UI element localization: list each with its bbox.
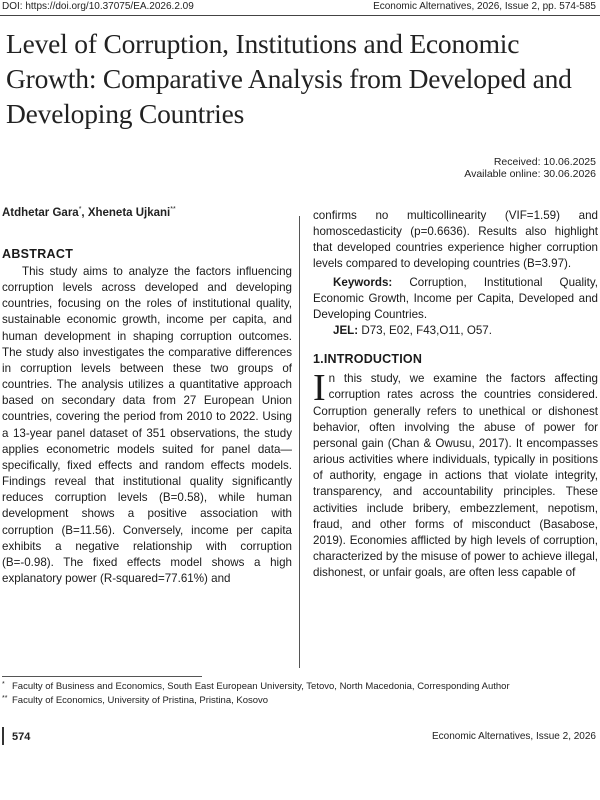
jel-codes <box>313 323 598 339</box>
doi-link[interactable]: DOI: https://doi.org/10.37075/EA.2026.2.09 <box>2 1 194 12</box>
received-date: Received: 10.06.2025 <box>493 156 596 168</box>
jel-text: D73, E02, F43,O11, O57. <box>358 324 492 338</box>
footer-journal: Economic Alternatives, Issue 2, 2026 <box>432 731 596 742</box>
section-heading-introduction: 1.INTRODUCTION <box>313 352 423 367</box>
introduction-text: n this study, we examine the factors affecting corruption rates across the countries considered. Corruption generally refers to unethical or dishonest behavior, often involving the abuse of power for personal gain (Chan & Owusu, 2017). It encompasses arious activities where individuals, typically in positions of authority, engage in actions that violate integrity, transparency, and accountability principles. These activities include bribery, embezzlement, nepotism, fraud, and other forms of misconduct (Basabose, 2019). Economies afflicted by high levels of corruption, characterized by the misuse of power to achieve illegal, dishonest, or unfair goals, are often less capable of <box>313 372 598 580</box>
footnote-text: Faculty of Economics, University of Pristina, Pristina, Kosovo <box>12 695 269 706</box>
footnote <box>2 681 596 693</box>
author-name: Xheneta Ujkani <box>87 206 171 219</box>
abstract-continuation: confirms no multicollinearity (VIF=1.59) and homoscedasticity (p=0.6636). Results also highlight that developed countries experience higher corruption levels compared to developing countries (B=3.97). <box>313 209 598 271</box>
footnote-mark: ** <box>2 695 8 702</box>
column-divider <box>299 216 300 668</box>
publication-dates <box>464 156 596 180</box>
introduction-body <box>313 367 598 581</box>
left-column <box>2 246 292 587</box>
abstract-heading: ABSTRACT <box>2 247 74 261</box>
journal-citation: Economic Alternatives, 2026, Issue 2, pp. 574-585 <box>373 1 596 12</box>
author-name: Atdhetar Gara <box>2 206 79 219</box>
footer-rule <box>2 727 4 745</box>
page-number: 574 <box>12 731 31 743</box>
right-column <box>313 208 598 581</box>
footnote-rule <box>2 676 202 677</box>
footnotes <box>2 681 596 709</box>
drop-cap: I <box>313 367 326 410</box>
keywords-text: Corruption, Institutional Quality, Economic Growth, Income per Capita, Developed and Developing Countries. <box>313 275 598 321</box>
footnote-text: Faculty of Business and Economics, South East European University, Tetovo, North Macedonia, Corresponding Author <box>12 681 510 692</box>
jel-label: JEL: <box>333 324 359 338</box>
author-affiliation-mark: ** <box>170 206 176 213</box>
paper-title: Level of Corruption, Institutions and Economic Growth: Comparative Analysis from Developed and Developing Countries <box>6 28 572 129</box>
keywords <box>313 275 598 323</box>
header-rule <box>0 15 600 16</box>
footnote <box>2 695 596 707</box>
author-separator: , <box>81 206 88 219</box>
footnote-mark: * <box>2 681 5 688</box>
author-list <box>2 206 176 219</box>
available-date: Available online: 30.06.2026 <box>464 168 596 180</box>
abstract-body: This study aims to analyze the factors influencing corruption levels across developed and developing countries, focusing on the roles of institutional quality, sustainable economic growth, income per capita, and human development in shaping corruption outcomes. The study also investigates the comparative differences in corruption levels between these two groups of countries. The analysis utilizes a quantitative approach based on secondary data from 27 European Union countries, covering the period from 2010 to 2022. Using a 13-year panel dataset of 351 observations, the study applies econometric models suited for panel data—specifically, fixed effects and random effects models. Findings reveal that institutional quality significantly reduces corruption levels (B=0.58), while human development shows a positive association with corruption (B=11.56). Conversely, income per capita exhibits a negative relationship with corruption (B=-0.98). The fixed effects model shows a high explanatory power (R-squared=77.61%) and <box>2 265 292 585</box>
running-header <box>0 0 600 14</box>
author-affiliation-mark: * <box>78 206 82 213</box>
keywords-label: Keywords: <box>333 275 393 289</box>
